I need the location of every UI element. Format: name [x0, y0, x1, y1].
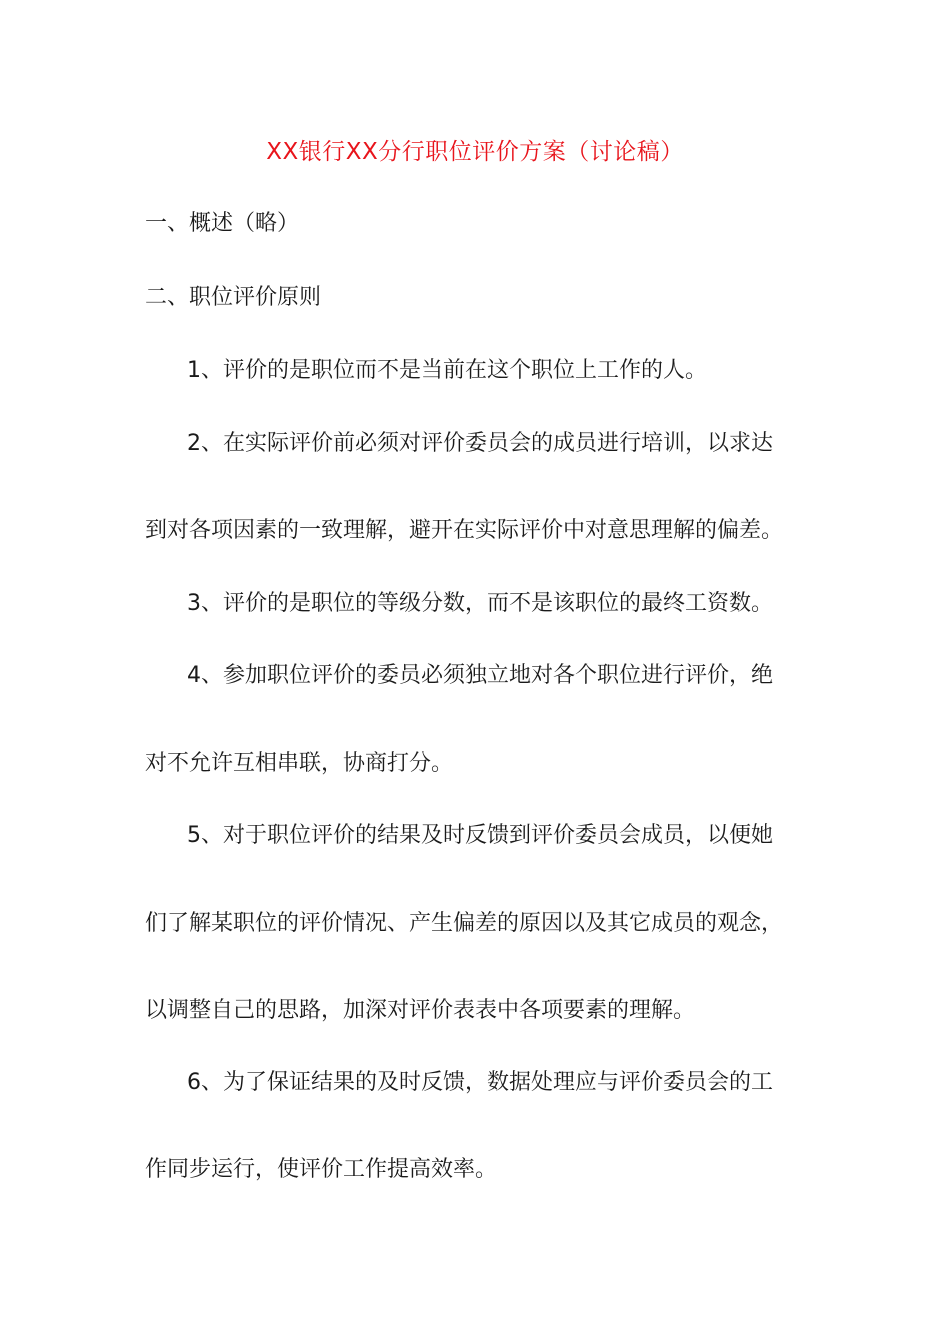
principle-4-line-2: 对不允许互相串联，协商打分。 — [145, 751, 454, 776]
principle-1-line: 1、评价的是职位而不是当前在这个职位上工作的人。 — [187, 358, 707, 383]
principle-3-line: 3、评价的是职位的等级分数，而不是该职位的最终工资数。 — [187, 591, 773, 616]
principle-2-line-1: 2、在实际评价前必须对评价委员会的成员进行培训，以求达 — [187, 431, 773, 456]
principle-5-line-3: 以调整自己的思路，加深对评价表表中各项要素的理解。 — [145, 998, 696, 1023]
principle-5-line-1: 5、对于职位评价的结果及时反馈到评价委员会成员，以便她 — [187, 823, 773, 848]
section-heading-principles: 二、职位评价原则 — [145, 285, 322, 310]
principle-6-line-1: 6、为了保证结果的及时反馈，数据处理应与评价委员会的工 — [187, 1070, 773, 1095]
section-heading-overview: 一、概述（略） — [145, 211, 300, 236]
document-title: XX银行XX分行职位评价方案（讨论稿） — [266, 139, 684, 165]
principle-2-line-2: 到对各项因素的一致理解，避开在实际评价中对意思理解的偏差。 — [145, 518, 784, 543]
principle-6-line-2: 作同步运行，使评价工作提高效率。 — [145, 1157, 498, 1182]
principle-5-line-2: 们了解某职位的评价情况、产生偏差的原因以及其它成员的观念， — [145, 911, 784, 936]
principle-4-line-1: 4、参加职位评价的委员必须独立地对各个职位进行评价，绝 — [187, 663, 773, 688]
